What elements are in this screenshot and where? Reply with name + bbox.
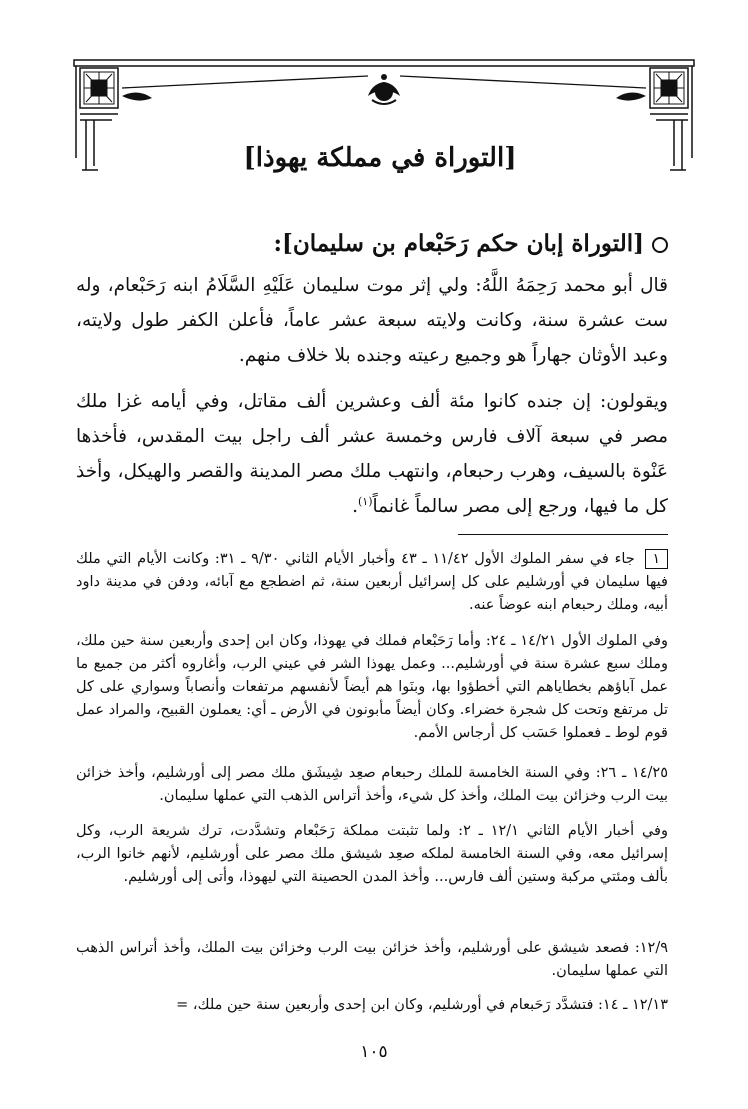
footnote-5-text: ١٢/٩: فصعد شيشق على أورشليم، وأخذ خزائن بيت الرب وخزائن بيت الملك، وأخذ أتراس الذهب التي عملها سليمان. (76, 940, 668, 979)
paragraph-1 (76, 268, 668, 373)
circle-bullet-icon (652, 237, 668, 253)
paragraph-1-text: قال أبو محمد رَحِمَهُ اللَّهُ: ولي إثر موت سليمان عَلَيْهِ السَّلَامُ ابنه رَحَبْعام، وله ست عشرة سنة، وكانت ولايته سبعة عشر عاماً، فأعلن الكفر طول ولايته، وعبد الأوثان جهاراً هو وجميع رعيته وجنده بلا خلاف منهم. (76, 275, 668, 366)
footnote-1 (76, 548, 668, 617)
footnote-3 (76, 762, 668, 808)
footnote-number-box: ١ (645, 549, 669, 569)
footnote-2-text: وفي الملوك الأول ١٤/٢١ ـ ٢٤: وأما رَحَبْعام فملك في يهوذا، وكان ابن إحدى وأربعين سنة حين ملك، وملك سبع عشرة سنة في أورشليم... وعمل يهوذا الشر في عيني الرب، وأغاروه أكثر من جميع ما عمل آباؤهم بخطاياهم التي أخطؤوا بها، وبنَوا هم أيضاً لأنفسهم مرتفعات وأنصاباً وسواري على كل تل مرتفع وتحت كل شجرة خضراء. وكان أيضاً مأبونون في الأرض ـ أي: يعملون القبيح، والمراد عمل قوم لوط ـ فعملوا حَسَب كل أرجاس الأمم. (76, 633, 668, 741)
paragraph-2-text: ويقولون: إن جنده كانوا مئة ألف وعشرين ألف مقاتل، وفي أيامه غزا ملك مصر في سبعة آلاف فارس وخمسة عشر ألف راجل بيت المقدس، فأخذها عَنْوة بالسيف، وهرب رحبعام، وانتهب ملك مصر المدينة والقصر والهيكل، وأخذ كل ما فيها، ورجع إلى مصر سالماً غانماً (76, 391, 668, 517)
page-number: ١٠٥ (360, 1042, 388, 1062)
center-flourish (368, 74, 400, 104)
footnote-6 (76, 994, 668, 1017)
footnote-3-text: ١٤/٢٥ ـ ٢٦: وفي السنة الخامسة للملك رحبعام صعِد شِيشَق ملك مصر إلى أورشليم، وأخذ خزائن بيت الرب وخزائن بيت الملك، وأخذ كل شيء، وأخذ أتراس الذهب التي عملها سليمان. (76, 765, 668, 804)
paragraph-2: ويقولون: إن جنده كانوا مئة ألف وعشرين ألف مقاتل، وفي أيامه غزا ملك مصر في سبعة آلاف فارس وخمسة عشر ألف راجل بيت المقدس، فأخذها عَنْوة بالسيف، وهرب رحبعام، وانتهب ملك مصر المدينة والقصر والهيكل، وأخذ كل ما فيها، ورجع إلى مصر سالماً غانماً$^{(١)}$. (76, 391, 668, 517)
footnote-reference[interactable]: (١) (357, 494, 373, 508)
footnote-2 (76, 630, 668, 745)
footnote-4 (76, 820, 668, 889)
footnote-divider (458, 534, 668, 535)
section-heading (68, 226, 668, 262)
right-corner-pattern (650, 68, 688, 170)
footnote-5 (76, 937, 668, 983)
left-corner-pattern (80, 68, 118, 170)
footnote-1-text: جاء في سفر الملوك الأول ١١/٤٢ ـ ٤٣ وأخبار الأيام الثاني ٩/٣٠ ـ ٣١: وكانت الأيام التي ملك فيها سليمان في أورشليم على كل إسرائيل أربعين سنة، ثم اضطجع مع آبائه، ودفن في مدينة داود أبيه، وملك رحبعام ابنه عوضاً عنه. (76, 551, 668, 613)
footnote-4-text: وفي أخبار الأيام الثاني ١٢/١ ـ ٢: ولما تثبتت مملكة رَحَبْعام وتشدَّدت، ترك شريعة الرب، وكل إسرائيل معه، وفي السنة الخامسة لملكه صعِد شيشق ملك مصر على أورشليم، لأنهم خانوا الرب، بألف ومئتي مركبة وستين ألف فارس... وأخذ المدن الحصينة التي ليهوذا، وأتى إلى أورشليم. (76, 823, 668, 885)
section-heading-text: [التوراة إبان حكم رَحَبْعام بن سليمان]: (273, 230, 644, 257)
chapter-title: [التوراة في مملكة يهوذا] (243, 143, 517, 173)
footnote-6-text: ١٢/١٣ ـ ١٤: فتشدَّد رَحَبعام في أورشليم، وكان ابن إحدى وأربعين سنة حين ملك، = (176, 997, 668, 1013)
